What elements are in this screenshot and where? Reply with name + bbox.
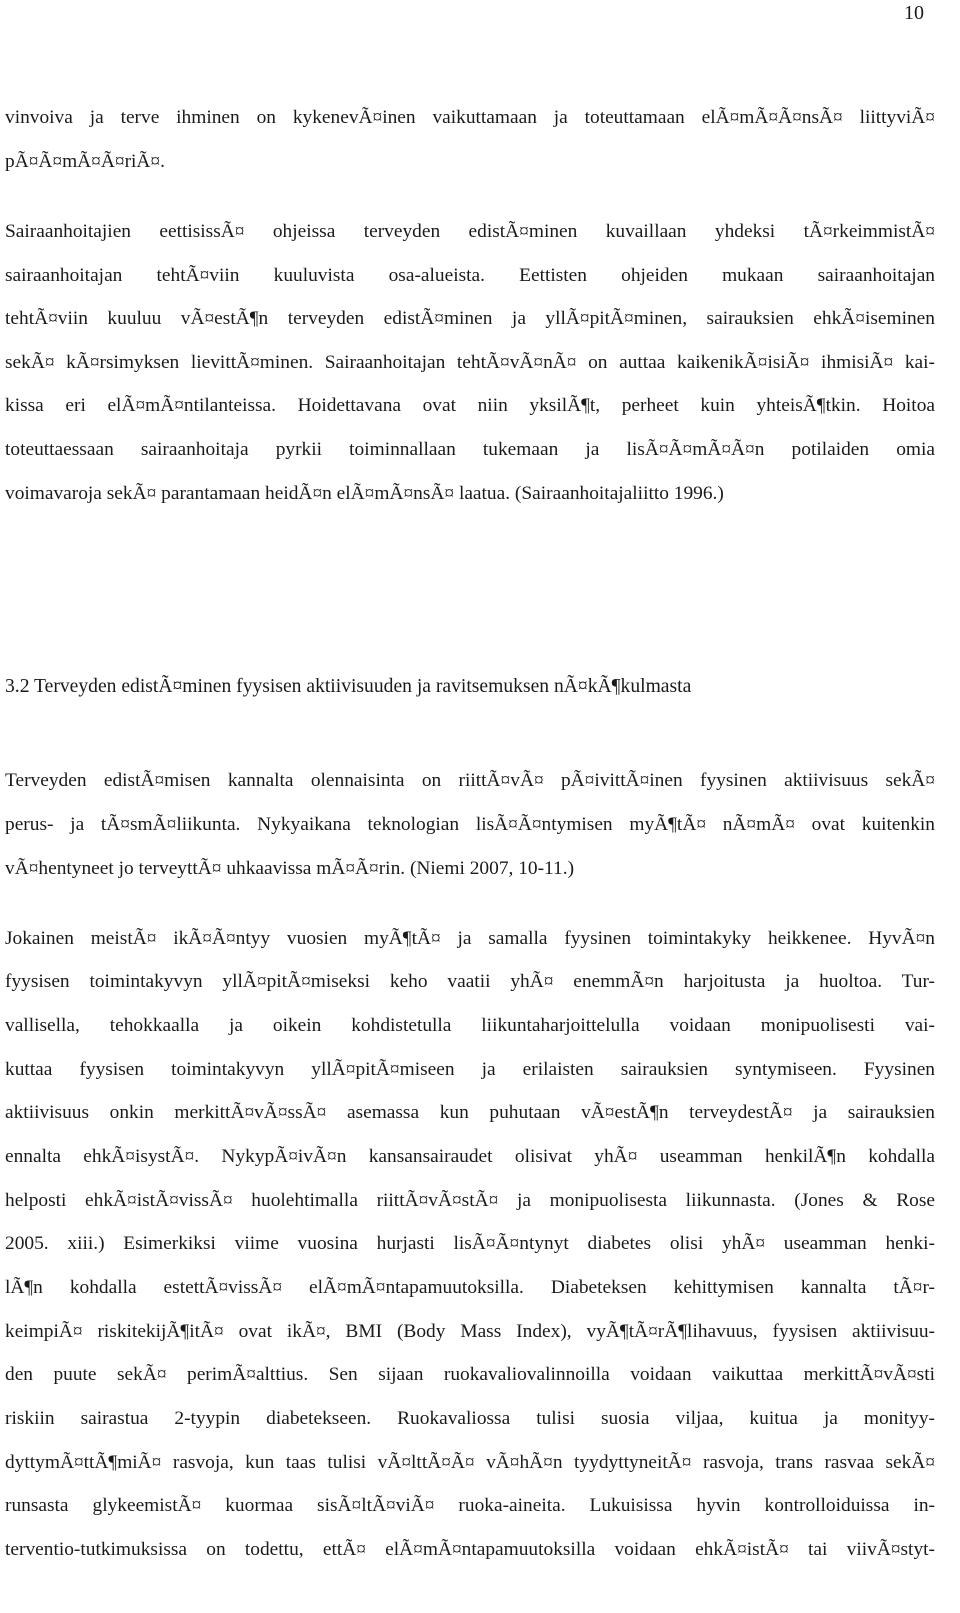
text-line: pÃ¤Ã¤mÃ¤Ã¤riÃ¤. xyxy=(5,151,165,172)
text-line: Terveyden edistÃ¤misen kannalta olennaisinta on riittÃ¤vÃ¤ pÃ¤ivittÃ¤inen fyysinen aktiivisuus sekÃ¤ xyxy=(5,770,935,791)
text-line: tehtÃ¤viin kuuluu vÃ¤estÃ¶n terveyden edistÃ¤minen ja yllÃ¤pitÃ¤minen, sairauksien ehkÃ¤iseminen xyxy=(5,308,935,329)
text-line: dyttymÃ¤ttÃ¶miÃ¤ rasvoja, kun taas tulisi vÃ¤lttÃ¤Ã¤ vÃ¤hÃ¤n tyydyttyneitÃ¤ rasvoja, trans rasvaa sekÃ¤ xyxy=(5,1452,935,1473)
text-line: voimavaroja sekÃ¤ parantamaan heidÃ¤n elÃ¤mÃ¤nsÃ¤ laatua. (Sairaanhoitajaliitto 1996.) xyxy=(5,483,724,504)
section-heading: 3.2 Terveyden edistÃ¤minen fyysisen aktiivisuuden ja ravitsemuksen nÃ¤kÃ¶kulmasta xyxy=(5,676,692,697)
text-line: Jokainen meistÃ¤ ikÃ¤Ã¤ntyy vuosien myÃ¶tÃ¤ ja samalla fyysinen toimintakyky heikkenee. HyvÃ¤n xyxy=(5,928,935,949)
text-line: riskiin sairastua 2-tyypin diabetekseen. Ruokavaliossa tulisi suosia viljaa, kuitua ja monityy- xyxy=(5,1408,935,1429)
text-line: vinvoiva ja terve ihminen on kykenevÃ¤inen vaikuttamaan ja toteuttamaan elÃ¤mÃ¤Ã¤nsÃ¤ liittyviÃ¤ xyxy=(5,107,935,128)
text-line: kuttaa fyysisen toimintakyvyn yllÃ¤pitÃ¤miseen ja erilaisten sairauksien syntymiseen. Fyysinen xyxy=(5,1059,935,1080)
text-line: runsasta glykeemistÃ¤ kuormaa sisÃ¤ltÃ¤viÃ¤ ruoka-aineita. Lukuisissa hyvin kontrolloiduissa in- xyxy=(5,1495,935,1516)
text-line: sekÃ¤ kÃ¤rsimyksen lievittÃ¤minen. Sairaanhoitajan tehtÃ¤vÃ¤nÃ¤ on auttaa kaikenikÃ¤isiÃ¤ ihmisiÃ¤ kai- xyxy=(5,352,935,373)
page-number: 10 xyxy=(904,2,924,24)
text-line: terventio-tutkimuksissa on todettu, ettÃ¤ elÃ¤mÃ¤ntapamuutoksilla voidaan ehkÃ¤istÃ¤ tai viivÃ¤styt- xyxy=(5,1539,935,1560)
text-line: helposti ehkÃ¤istÃ¤vissÃ¤ huolehtimalla riittÃ¤vÃ¤stÃ¤ ja monipuolisesta liikunnasta. (Jones & Rose xyxy=(5,1190,935,1211)
text-line: fyysisen toimintakyvyn yllÃ¤pitÃ¤miseksi keho vaatii yhÃ¤ enemmÃ¤n harjoitusta ja huoltoa. Tur- xyxy=(5,971,935,992)
text-line: ennalta ehkÃ¤isystÃ¤. NykypÃ¤ivÃ¤n kansansairaudet olisivat yhÃ¤ useamman henkilÃ¶n kohdalla xyxy=(5,1146,935,1167)
text-line: vÃ¤hentyneet jo terveyttÃ¤ uhkaavissa mÃ¤Ã¤rin. (Niemi 2007, 10-11.) xyxy=(5,858,575,879)
text-line: kissa eri elÃ¤mÃ¤ntilanteissa. Hoidettavana ovat niin yksilÃ¶t, perheet kuin yhteisÃ¶tkin. Hoitoa xyxy=(5,395,935,416)
text-line: vallisella, tehokkaalla ja oikein kohdistetulla liikuntaharjoittelulla voidaan monipuolisesti vai- xyxy=(5,1015,935,1036)
text-line: Sairaanhoitajien eettisissÃ¤ ohjeissa terveyden edistÃ¤minen kuvaillaan yhdeksi tÃ¤rkeimmistÃ¤ xyxy=(5,221,935,242)
text-line: aktiivisuus onkin merkittÃ¤vÃ¤ssÃ¤ asemassa kun puhutaan vÃ¤estÃ¶n terveydestÃ¤ ja sairauksien xyxy=(5,1102,935,1123)
text-line: toteuttaessaan sairaanhoitaja pyrkii toiminnallaan tukemaan ja lisÃ¤Ã¤mÃ¤Ã¤n potilaiden omia xyxy=(5,439,935,460)
text-line: 2005. xiii.) Esimerkiksi viime vuosina hurjasti lisÃ¤Ã¤ntynyt diabetes olisi yhÃ¤ useamman henki- xyxy=(5,1233,935,1254)
text-line: lÃ¶n kohdalla estettÃ¤vissÃ¤ elÃ¤mÃ¤ntapamuutoksilla. Diabeteksen kehittymisen kannalta tÃ¤r- xyxy=(5,1277,935,1298)
text-line: keimpiÃ¤ riskitekijÃ¶itÃ¤ ovat ikÃ¤, BMI (Body Mass Index), vyÃ¶tÃ¤rÃ¶lihavuus, fyysisen aktiivisuu- xyxy=(5,1321,935,1342)
text-line: sairaanhoitajan tehtÃ¤viin kuuluvista osa-alueista. Eettisten ohjeiden mukaan sairaanhoitajan xyxy=(5,265,935,286)
text-line: den puute sekÃ¤ perimÃ¤alttius. Sen sijaan ruokavaliovalinnoilla voidaan vaikuttaa merkittÃ¤vÃ¤sti xyxy=(5,1364,935,1385)
text-line: perus- ja tÃ¤smÃ¤liikunta. Nykyaikana teknologian lisÃ¤Ã¤ntymisen myÃ¶tÃ¤ nÃ¤mÃ¤ ovat kuitenkin xyxy=(5,814,935,835)
